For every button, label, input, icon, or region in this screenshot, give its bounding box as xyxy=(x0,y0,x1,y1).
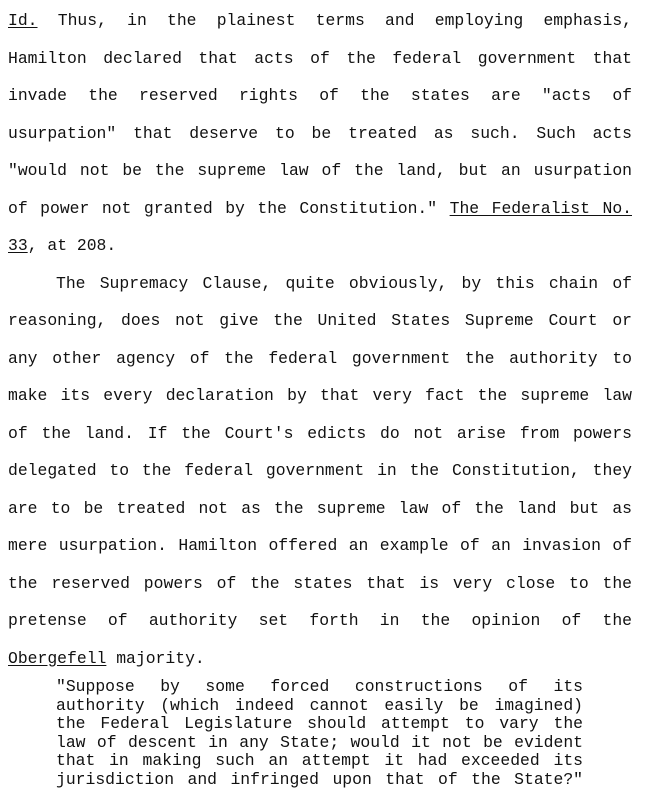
quote-text: authority (which indeed cannot easily be imagined) xyxy=(56,695,583,715)
text-line: invade the reserved rights of the states are "acts of xyxy=(8,86,632,105)
text-line: The Supremacy Clause, quite obviously, by this chain of xyxy=(56,273,632,293)
block-quote xyxy=(8,678,583,790)
quote-line xyxy=(56,697,583,716)
text-run: of power not granted by the Constitution." xyxy=(8,198,450,218)
text-line: delegated to the federal government in the Constitution, they xyxy=(8,461,632,480)
document-page xyxy=(8,2,632,790)
text-run: majority. xyxy=(106,648,205,668)
text-line xyxy=(8,640,632,678)
quote-line xyxy=(56,752,583,771)
text-line: Hamilton declared that acts of the federal government that xyxy=(8,48,632,68)
text-line: "would not be the supreme law of the land, but an usurpation xyxy=(8,161,632,180)
quote-line xyxy=(56,734,583,753)
text-line xyxy=(8,227,632,265)
text-run: , at 208. xyxy=(27,236,117,255)
paragraph-supremacy-clause xyxy=(8,265,632,678)
quote-text: law of descent in any State; would it not be evident xyxy=(56,732,583,752)
text-line: the reserved powers of the states that is very close to the xyxy=(8,573,632,593)
text-line: reasoning, does not give the United States Supreme Court or xyxy=(8,311,632,330)
quote-line xyxy=(56,678,583,697)
text-line: any other agency of the federal government the authority to xyxy=(8,348,632,368)
text-line: are to be treated not as the supreme law of the land but as xyxy=(8,498,632,518)
text-run: Thus, in the plainest terms and employing emphasis, xyxy=(37,11,632,30)
text-line xyxy=(8,2,632,40)
quote-text: "Suppose by some forced constructions of its xyxy=(56,677,583,696)
quote-text: the Federal Legislature should attempt to vary the xyxy=(56,714,583,734)
text-line: pretense of authority set forth in the opinion of the xyxy=(8,611,632,630)
obergefell-citation: Obergefell xyxy=(8,648,107,668)
id-citation: Id. xyxy=(8,11,38,30)
federalist-number-citation: 33 xyxy=(8,236,28,255)
quote-line xyxy=(56,715,583,734)
text-line: make its every declaration by that very fact the supreme law xyxy=(8,386,632,405)
paragraph-hamilton-usurpation xyxy=(8,2,632,265)
text-line: of the land. If the Court's edicts do not arise from powers xyxy=(8,423,632,443)
text-line xyxy=(8,190,632,228)
text-line: usurpation" that deserve to be treated as such. Such acts xyxy=(8,123,632,143)
quote-text: that in making such an attempt it had exceeded its xyxy=(56,751,583,771)
quote-line xyxy=(56,771,583,790)
quote-text: jurisdiction and infringed upon that of the State?" xyxy=(56,769,583,789)
text-line: mere usurpation. Hamilton offered an example of an invasion of xyxy=(8,536,632,555)
federalist-citation: The Federalist No. xyxy=(449,198,632,218)
